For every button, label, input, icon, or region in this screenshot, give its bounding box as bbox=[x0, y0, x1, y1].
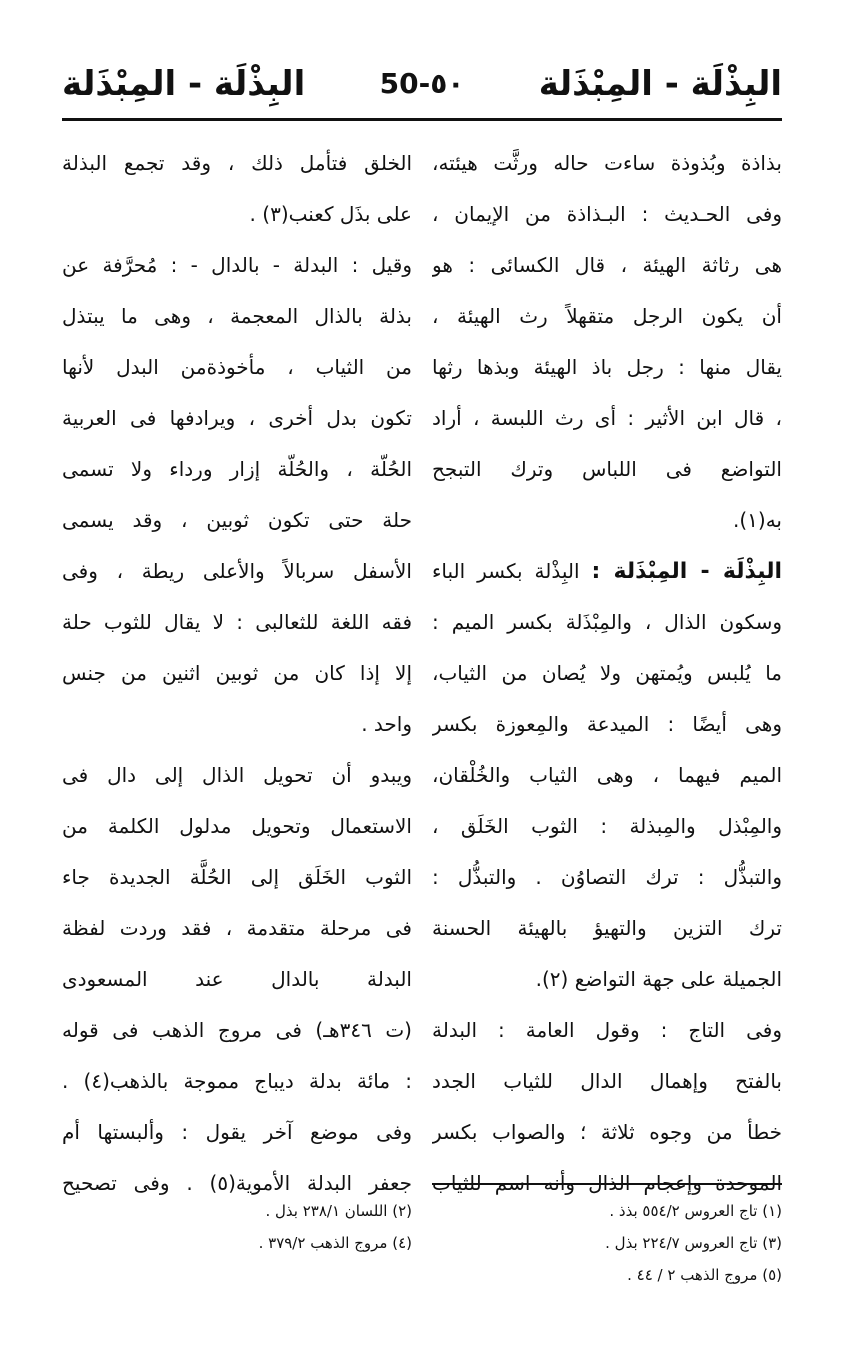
text-line: واحد . bbox=[361, 712, 412, 736]
text-line: حلة حتى تكون ثوبين ، وقد يسمى bbox=[62, 508, 412, 532]
text-line: الأسفل سربالاً والأعلى ريطة ، وفى bbox=[62, 559, 412, 583]
entry-heading-line bbox=[432, 546, 782, 597]
text-line: الجميلة على جهة التواضع (٢). bbox=[535, 967, 782, 991]
text-line: وسكون الذال ، والمِبْذَلة بكسر الميم : bbox=[432, 610, 782, 634]
text-line: الموحدة وإعجام الذال وأنه اسم للثياب bbox=[432, 1171, 782, 1195]
footnote-4: (٤) مروج الذهب ٣٧٩/٢ . bbox=[258, 1234, 412, 1252]
footnotes bbox=[62, 1196, 782, 1316]
entry-definition-start: البِذْلة بكسر الباء bbox=[432, 559, 592, 583]
text-line: وفى موضع آخر يقول : وألبستها أم bbox=[62, 1120, 412, 1144]
text-column-right bbox=[432, 138, 782, 1209]
text-line: به(١). bbox=[732, 508, 782, 532]
text-line: الميم فيهما ، وهى الثياب والخُلْقان، bbox=[432, 763, 782, 787]
text-line: ، قال ابن الأثير : أى رث اللبسة ، أراد bbox=[432, 406, 782, 430]
page-header bbox=[62, 58, 782, 116]
text-line: ترك التزين والتهيؤ بالهيئة الحسنة bbox=[432, 916, 782, 940]
text-line: وفى الحـديث : البـذاذة من الإيمان ، bbox=[432, 202, 782, 226]
text-line: الحُلّة ، والحُلّة إزار ورداء ولا تسمى bbox=[62, 457, 412, 481]
text-line: وفى التاج : وقول العامة : البدلة bbox=[432, 1018, 782, 1042]
text-line: الاستعمال وتحويل مدلول الكلمة من bbox=[62, 814, 412, 838]
text-line: هى رثاثة الهيئة ، قال الكسائى : هو bbox=[432, 253, 782, 277]
text-line: ما يُلبس ويُمتهن ولا يُصان من الثياب، bbox=[432, 661, 782, 685]
text-line: من الثياب ، مأخوذةمن البدل لأنها bbox=[62, 355, 412, 379]
header-rule bbox=[62, 118, 782, 121]
footnote-3: (٣) تاج العروس ٢٢٤/٧ بذل . bbox=[605, 1234, 782, 1252]
text-line: خطأ من وجوه ثلاثة ؛ والصواب بكسر bbox=[432, 1120, 782, 1144]
footnote-5: (٥) مروج الذهب ٢ / ٤٤ . bbox=[627, 1266, 782, 1284]
running-title-left: البِذْلَة - المِبْذَلة bbox=[62, 64, 306, 104]
footnote-rule bbox=[432, 1183, 782, 1185]
text-column-left bbox=[62, 138, 412, 1209]
text-line: يقال منها : رجل باذ الهيئة وبذها رثها bbox=[432, 355, 782, 379]
text-line: والمِبْذل والمِبذلة : الثوب الخَلَق ، bbox=[432, 814, 782, 838]
text-line: الخلق فتأمل ذلك ، وقد تجمع البذلة bbox=[62, 151, 412, 175]
text-line: تكون بدل أخرى ، ويرادفها فى العربية bbox=[62, 406, 412, 430]
text-line: فقه اللغة للثعالبى : لا يقال للثوب حلة bbox=[62, 610, 412, 634]
footnote-2: (٢) اللسان ٢٣٨/١ بذل . bbox=[265, 1202, 412, 1220]
text-line: وهى أيضًا : الميدعة والمِعوزة بكسر bbox=[432, 712, 782, 736]
text-line: البدلة بالدال عند المسعودى bbox=[62, 967, 412, 991]
text-line: وقيل : البدلة - بالدال - : مُحرَّفة عن bbox=[62, 253, 412, 277]
text-line: ويبدو أن تحويل الذال إلى دال فى bbox=[62, 763, 412, 787]
page-number: 50-٥٠ bbox=[379, 67, 465, 100]
entry-term: البِذْلَة - المِبْذَلة : bbox=[591, 559, 782, 584]
text-line: بذاذة وبُذوذة ساءت حاله ورثَّت هيئته، bbox=[432, 151, 782, 175]
text-line: جعفر البدلة الأموية(٥) . وفى تصحيح bbox=[62, 1171, 412, 1195]
running-title-right: البِذْلَة - المِبْذَلة bbox=[538, 64, 782, 104]
text-line: بالفتح وإهمال الدال للثياب الجدد bbox=[432, 1069, 782, 1093]
text-line: على بذَل كعنب(٣) . bbox=[249, 202, 412, 226]
text-line: : مائة بدلة ديباج مموجة بالذهب(٤) . bbox=[62, 1069, 412, 1093]
text-line: التواضع فى اللباس وترك التبجح bbox=[432, 457, 782, 481]
text-line: الثوب الخَلَق إلى الحُلَّة الجديدة جاء bbox=[62, 865, 412, 889]
text-line: (ت ٣٤٦هـ) فى مروج الذهب فى قوله bbox=[62, 1018, 412, 1042]
text-line: بذلة بالذال المعجمة ، وهى ما يبتذل bbox=[62, 304, 412, 328]
text-line: إلا إذا كان من ثوبين اثنين من جنس bbox=[62, 661, 412, 685]
text-line: والتبذُّل : ترك التصاوُن . والتبذُّل : bbox=[432, 865, 782, 889]
text-line: أن يكون الرجل متقهلاً رث الهيئة ، bbox=[432, 304, 782, 328]
footnote-1: (١) تاج العروس ٥٥٤/٢ بذذ . bbox=[609, 1202, 782, 1220]
text-line: فى مرحلة متقدمة ، فقد وردت لفظة bbox=[62, 916, 412, 940]
